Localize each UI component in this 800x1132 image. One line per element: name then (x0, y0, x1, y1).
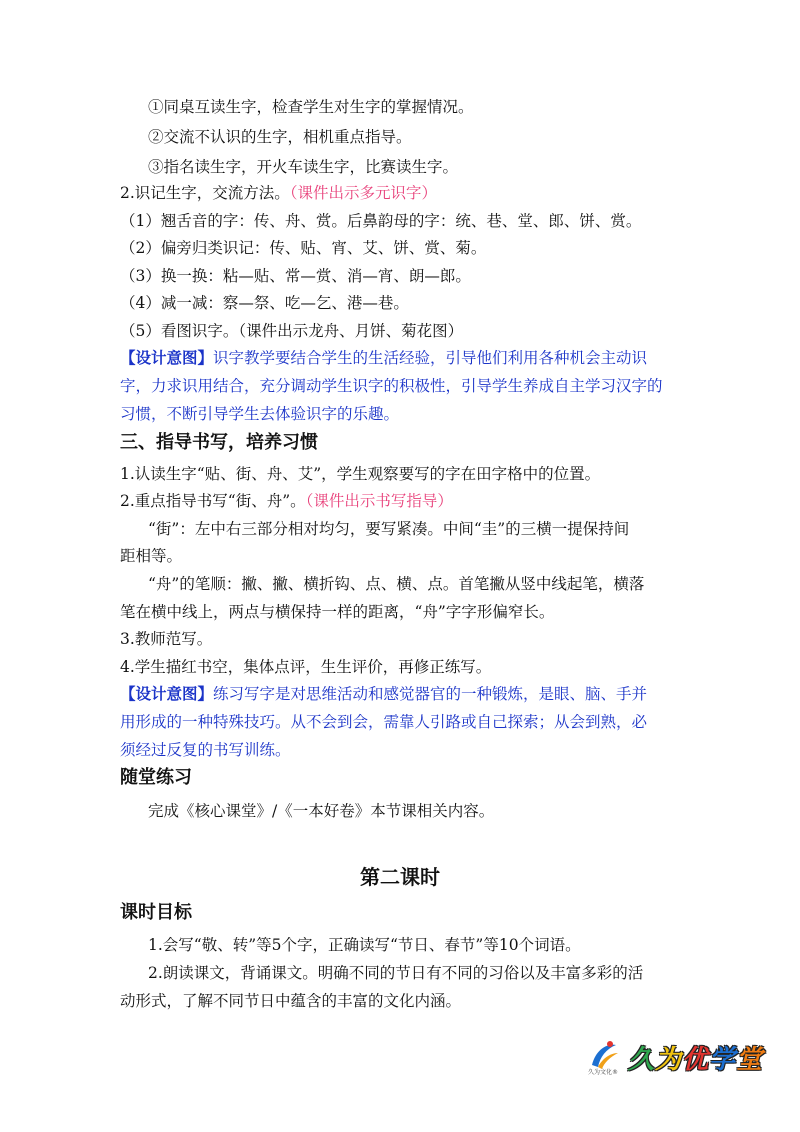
brand-letter: 学 (709, 1045, 737, 1075)
goal-line-2: 2.朗读课文，背诵课文。明确不同的节日有不同的习俗以及丰富多彩的活 (148, 964, 644, 982)
brand-name-text (628, 1045, 763, 1075)
memorize-heading-text: 2.识记生字，交流方法。 (120, 184, 290, 202)
brand-letter: 优 (682, 1045, 710, 1075)
brand-letter: 堂 (736, 1045, 764, 1075)
brand-small-text: 久为文化® (587, 1069, 618, 1076)
design-intent-1 (120, 348, 647, 368)
design-intent-1-line-3: 习惯，不断引导学生去体验识字的乐趣。 (120, 405, 400, 423)
writing-line-2 (120, 491, 453, 511)
brand-name (628, 1039, 763, 1076)
goal-heading: 课时目标 (120, 902, 192, 923)
memorize-item-4: （4）减一减：察—祭、吃—乞、港—巷。 (120, 294, 409, 312)
memorize-item-2: （2）偏旁归类识记：传、贴、宵、艾、饼、赏、菊。 (120, 239, 487, 257)
design-intent-text: 识字教学要结合学生的生活经验，引导他们利用各种机会主动识 (213, 349, 648, 367)
memorize-heading (120, 183, 437, 203)
writing-line-2-text: 2.重点指导书写“街、舟”。 (120, 492, 306, 510)
memorize-heading-note: （课件出示多元识字） (289, 184, 438, 202)
memorize-item-1: （1）翘舌音的字：传、舟、赏。后鼻韵母的字：统、巷、堂、郎、饼、赏。 (120, 212, 642, 230)
writing-line-1: 1.认读生字“贴、街、舟、艾”，学生观察要写的字在田字格中的位置。 (120, 465, 601, 483)
practice-line: 完成《核心课堂》/《一本好卷》本节课相关内容。 (148, 802, 495, 820)
writing-line-2-note: （课件出示书写指导） (305, 492, 453, 510)
section-heading-writing: 三、指导书写，培养习惯 (120, 432, 318, 453)
design-intent-tag: 【设计意图】 (120, 349, 214, 367)
writing-line-3: “街”：左中右三部分相对均匀，要写紧凑。中间“圭”的三横一提保持间 (148, 520, 630, 538)
writing-line-4: 距相等。 (120, 547, 183, 565)
memorize-item-5: （5）看图识字。（课件出示龙舟、月饼、菊花图） (120, 322, 464, 340)
design-intent-2 (120, 684, 647, 704)
brand-letter: 久 (628, 1045, 656, 1075)
brand-letter: 为 (655, 1045, 683, 1075)
goal-line-1: 1.会写“敬、转”等5个字，正确读写“节日、春节”等10个词语。 (148, 936, 581, 954)
memorize-item-3: （3）换一换：粘—贴、常—赏、消—宵、朗—郎。 (120, 267, 471, 285)
writing-line-7: 3.教师范写。 (120, 630, 213, 648)
design-intent-2-tag: 【设计意图】 (120, 685, 214, 703)
design-intent-2-line-3: 须经过反复的书写训练。 (120, 741, 291, 759)
step-line-1: ①同桌互读生字，检查学生对生字的掌握情况。 (148, 98, 474, 116)
goal-line-3: 动形式，了解不同节日中蕴含的丰富的文化内涵。 (120, 992, 462, 1010)
brand-logo (582, 1037, 772, 1079)
design-intent-2-line-2: 用形成的一种特殊技巧。从不会到会，需靠人引路或自己探索；从会到熟，必 (120, 713, 648, 731)
design-intent-1-line-2: 字，力求识用结合，充分调动学生识字的积极性，引导学生养成自主学习汉字的 (120, 377, 663, 395)
writing-line-8: 4.学生描红书空，集体点评，生生评价，再修正练写。 (120, 658, 492, 676)
lesson-title: 第二课时 (360, 865, 440, 889)
step-line-3: ③指名读生字，开火车读生字，比赛读生字。 (148, 158, 459, 176)
writing-line-6: 笔在横中线上，两点与横保持一样的距离，“舟”字字形偏窄长。 (120, 603, 555, 621)
writing-line-5: “舟”的笔顺：撇、撇、横折钩、点、横、点。首笔撇从竖中线起笔，横落 (148, 575, 645, 593)
design-intent-2-text: 练习写字是对思维活动和感觉器官的一种锻炼，是眼、脑、手并 (213, 685, 648, 703)
practice-heading: 随堂练习 (120, 767, 192, 788)
step-line-2: ②交流不认识的生字，相机重点指导。 (148, 128, 412, 146)
